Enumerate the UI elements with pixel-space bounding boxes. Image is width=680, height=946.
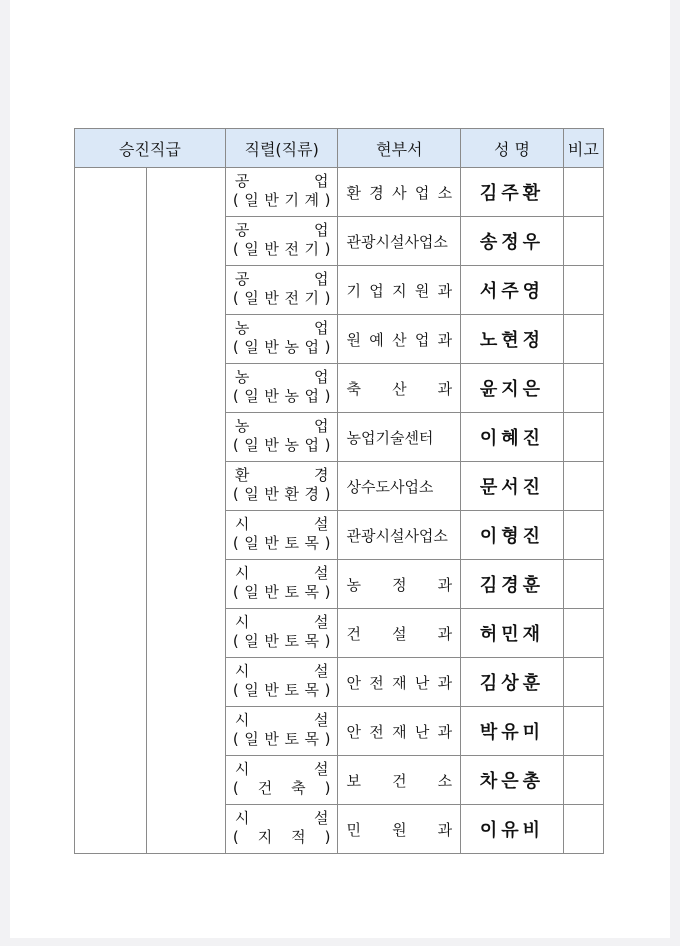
note-cell [563, 511, 603, 560]
job-series-cell [225, 266, 338, 315]
person-name: 이유비 [461, 805, 564, 854]
department: 상수도사업소 [346, 477, 434, 496]
job-series-cell [225, 560, 338, 609]
header-department: 현부서 [338, 129, 461, 168]
note-cell [563, 805, 603, 854]
note-cell [563, 707, 603, 756]
department-cell [338, 462, 461, 511]
person-name: 차은총 [461, 756, 564, 805]
department-cell [338, 315, 461, 364]
job-kind: ( 일 반 토 목 ) [232, 681, 331, 699]
job-series-cell [225, 217, 338, 266]
job-series: 시 설 [234, 564, 329, 582]
person-name: 서주영 [461, 266, 564, 315]
job-kind: ( 일 반 토 목 ) [232, 632, 331, 650]
job-series: 시 설 [234, 809, 329, 827]
note-cell [563, 413, 603, 462]
job-series: 농 업 [234, 368, 329, 386]
department: 안 전 재 난 과 [346, 673, 453, 692]
note-cell [563, 560, 603, 609]
job-series-cell [225, 511, 338, 560]
job-series-cell [225, 805, 338, 854]
job-kind: ( 일 반 농 업 ) [232, 338, 331, 356]
job-series-cell [225, 707, 338, 756]
department: 민 원 과 [346, 820, 453, 839]
job-kind: ( 일 반 전 기 ) [232, 289, 331, 307]
job-series: 시 설 [234, 662, 329, 680]
department-cell [338, 364, 461, 413]
job-kind: ( 일 반 토 목 ) [232, 534, 331, 552]
job-series: 농 업 [234, 319, 329, 337]
job-series: 농 업 [234, 417, 329, 435]
job-series-cell [225, 609, 338, 658]
grade-cell [75, 168, 147, 854]
note-cell [563, 217, 603, 266]
job-kind: ( 일 반 농 업 ) [232, 387, 331, 405]
department-cell [338, 168, 461, 217]
job-kind: ( 건 축 ) [232, 779, 331, 797]
note-cell [563, 658, 603, 707]
department: 보 건 소 [346, 771, 453, 790]
job-series: 시 설 [234, 613, 329, 631]
table-body [75, 168, 604, 854]
promotion-table [74, 128, 604, 854]
department: 원 예 산 업 과 [346, 330, 453, 349]
job-kind: ( 일 반 전 기 ) [232, 240, 331, 258]
department: 농 정 과 [346, 575, 453, 594]
department: 축 산 과 [346, 379, 453, 398]
job-kind: ( 일 반 토 목 ) [232, 583, 331, 601]
person-name: 김경훈 [461, 560, 564, 609]
job-series: 환 경 [234, 466, 329, 484]
department-cell [338, 707, 461, 756]
header-note: 비고 [563, 129, 603, 168]
note-cell [563, 266, 603, 315]
department: 농업기술센터 [346, 428, 434, 447]
job-series-cell [225, 756, 338, 805]
job-kind: ( 일 반 토 목 ) [232, 730, 331, 748]
note-cell [563, 609, 603, 658]
job-series-cell [225, 462, 338, 511]
job-series: 시 설 [234, 515, 329, 533]
job-series-cell [225, 413, 338, 462]
job-series-cell [225, 315, 338, 364]
job-series-cell [225, 364, 338, 413]
note-cell [563, 756, 603, 805]
department-cell [338, 560, 461, 609]
department: 건 설 과 [346, 624, 453, 643]
note-cell [563, 315, 603, 364]
note-cell [563, 168, 603, 217]
department: 안 전 재 난 과 [346, 722, 453, 741]
department: 기 업 지 원 과 [346, 281, 453, 300]
person-name: 노현정 [461, 315, 564, 364]
person-name: 김상훈 [461, 658, 564, 707]
department: 환 경 사 업 소 [346, 183, 453, 202]
header-row [75, 129, 604, 168]
person-name: 김주환 [461, 168, 564, 217]
header-job-series: 직렬(직류) [225, 129, 338, 168]
person-name: 이형진 [461, 511, 564, 560]
header-name: 성 명 [461, 129, 564, 168]
department-cell [338, 609, 461, 658]
department: 관광시설사업소 [346, 232, 448, 251]
department-cell [338, 756, 461, 805]
person-name: 허민재 [461, 609, 564, 658]
job-kind: ( 일 반 환 경 ) [232, 485, 331, 503]
department-cell [338, 266, 461, 315]
job-series-cell [225, 658, 338, 707]
job-kind: ( 일 반 기 계 ) [232, 191, 331, 209]
department: 관광시설사업소 [346, 526, 448, 545]
department-cell [338, 217, 461, 266]
person-name: 송정우 [461, 217, 564, 266]
department-cell [338, 511, 461, 560]
person-name: 문서진 [461, 462, 564, 511]
department-cell [338, 413, 461, 462]
job-kind: ( 지 적 ) [232, 828, 331, 846]
job-series-cell [225, 168, 338, 217]
header-promotion-grade: 승진직급 [75, 129, 226, 168]
job-series: 시 설 [234, 760, 329, 778]
table-row [75, 168, 604, 217]
job-kind: ( 일 반 농 업 ) [232, 436, 331, 454]
department-cell [338, 658, 461, 707]
job-series: 공 업 [234, 172, 329, 190]
department-cell [338, 805, 461, 854]
note-cell [563, 364, 603, 413]
person-name: 이혜진 [461, 413, 564, 462]
grade-sub-cell [147, 168, 225, 854]
job-series: 시 설 [234, 711, 329, 729]
job-series: 공 업 [234, 221, 329, 239]
note-cell [563, 462, 603, 511]
document-page [10, 0, 670, 938]
person-name: 박유미 [461, 707, 564, 756]
job-series: 공 업 [234, 270, 329, 288]
person-name: 윤지은 [461, 364, 564, 413]
